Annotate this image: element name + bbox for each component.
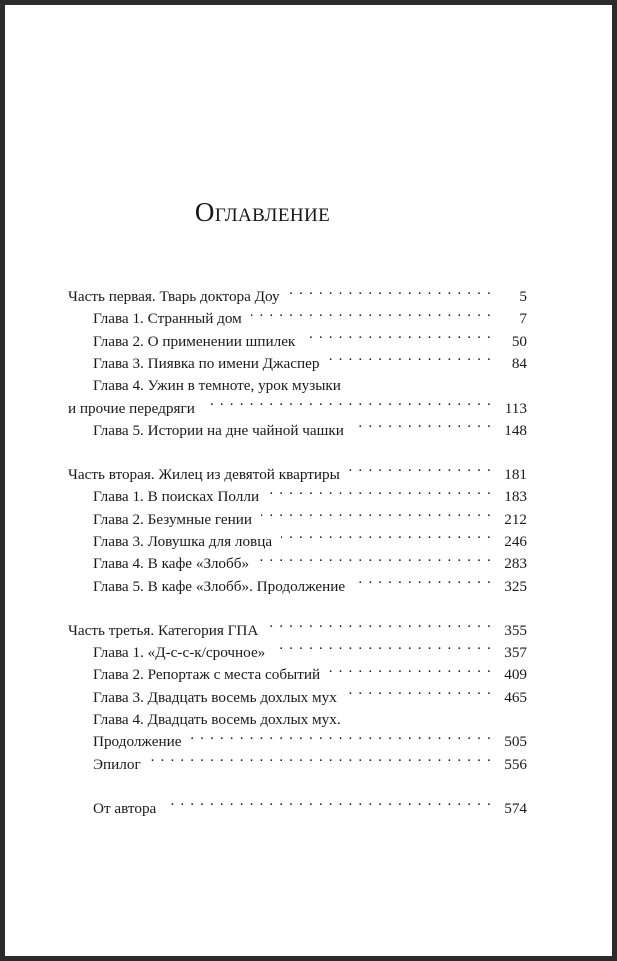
toc-entry-page-number: 355	[504, 621, 527, 639]
section-gap	[68, 598, 527, 620]
toc-entry-page-number: 283	[504, 555, 527, 573]
dot-leader	[304, 331, 492, 346]
dot-leader	[150, 753, 492, 768]
toc-entry-label: Глава 2. Безумные гении	[93, 510, 253, 528]
dot-leader	[165, 798, 492, 813]
dot-leader	[354, 575, 492, 590]
dot-leader	[258, 553, 492, 568]
dot-leader	[350, 709, 492, 724]
toc-part-entry[interactable]	[68, 286, 527, 308]
toc-chapter-entry[interactable]	[68, 687, 527, 709]
dot-leader	[281, 531, 492, 546]
toc-entry-page-number: 183	[504, 488, 527, 506]
toc-chapter-entry[interactable]	[68, 709, 527, 731]
toc-entry-page-number: 84	[511, 355, 527, 373]
dot-leader	[289, 286, 492, 301]
book-page	[5, 5, 613, 957]
toc-entry-page-number: 325	[504, 577, 527, 595]
toc-entry-page-number: 465	[504, 688, 527, 706]
toc-chapter-entry[interactable]	[68, 798, 527, 820]
toc-entry-label: и прочие передряги	[68, 399, 195, 417]
toc-chapter-entry[interactable]	[68, 331, 527, 353]
toc-chapter-entry[interactable]	[68, 575, 527, 597]
section-gap	[68, 442, 527, 464]
toc-chapter-entry[interactable]	[68, 486, 527, 508]
toc-chapter-entry[interactable]	[68, 664, 527, 686]
page-title: Оглавление	[194, 197, 331, 227]
toc-chapter-entry[interactable]	[68, 531, 527, 553]
toc-entry-label: Глава 5. Истории на дне чайной чашки	[93, 421, 344, 439]
toc-entry-label: Глава 5. В кафе «Злобб». Продолжение	[93, 577, 346, 595]
toc-entry-label: Часть вторая. Жилец из девятой квартиры	[68, 466, 340, 484]
table-of-contents	[68, 286, 527, 820]
toc-chapter-entry[interactable]	[68, 308, 527, 330]
toc-entry-page-number: 113	[504, 399, 527, 417]
toc-entry-page-number: 574	[504, 799, 527, 817]
toc-entry-label: Глава 4. Ужин в темноте, урок музыки	[93, 377, 341, 395]
toc-entry-label: Часть третья. Категория ГПА	[68, 621, 259, 639]
dot-leader	[329, 664, 492, 679]
dot-leader	[251, 308, 492, 323]
toc-entry-page-number: 181	[504, 466, 527, 484]
toc-entry-label: Глава 1. В поисках Полли	[93, 488, 260, 506]
dot-leader	[204, 397, 492, 412]
toc-part-entry[interactable]	[68, 464, 527, 486]
toc-entry-label: Продолжение	[93, 733, 182, 751]
toc-entry-page-number: 409	[504, 666, 527, 684]
toc-entry-label: Глава 3. Ловушка для ловца	[93, 533, 273, 550]
toc-entry-page-number: 50	[511, 332, 527, 350]
dot-leader	[353, 420, 492, 435]
toc-entry-page-number: 357	[504, 644, 527, 662]
toc-chapter-entry[interactable]	[68, 353, 527, 375]
dot-leader	[190, 731, 492, 746]
toc-chapter-entry[interactable]	[68, 753, 527, 775]
toc-entry-page-number: 505	[504, 733, 527, 751]
dot-leader	[328, 353, 492, 368]
toc-chapter-entry[interactable]	[68, 420, 527, 442]
dot-leader	[267, 620, 492, 635]
toc-entry-page-number: 212	[504, 510, 527, 528]
toc-entry-page-number: 556	[504, 755, 527, 773]
dot-leader	[261, 509, 492, 524]
dot-leader	[274, 642, 492, 657]
toc-entry-label: Глава 3. Пиявка по имени Джаспер	[93, 355, 320, 373]
toc-entry-label: Глава 3. Двадцать восемь дохлых мух	[93, 688, 337, 706]
dot-leader	[349, 464, 492, 479]
toc-entry-label: Эпилог	[93, 755, 141, 773]
toc-entry-label: Часть первая. Тварь доктора Доу	[68, 288, 280, 306]
toc-part-entry[interactable]	[68, 620, 527, 642]
toc-entry-page-number: 148	[504, 421, 527, 439]
toc-chapter-entry[interactable]	[68, 731, 527, 753]
toc-entry-page-number: 5	[519, 288, 527, 306]
toc-chapter-entry[interactable]	[68, 553, 527, 575]
dot-leader	[350, 375, 492, 390]
toc-entry-label: Глава 4. В кафе «Злобб»	[93, 555, 250, 573]
toc-entry-label: От автора	[93, 799, 157, 817]
toc-entry-label: Глава 2. Репортаж с места событий	[93, 666, 321, 684]
toc-entry-page-number: 7	[519, 310, 527, 328]
dot-leader	[346, 687, 492, 702]
section-gap	[68, 776, 527, 798]
toc-entry-label: Глава 4. Двадцать восемь дохлых мух.	[93, 710, 341, 728]
toc-chapter-entry[interactable]	[68, 375, 527, 397]
toc-entry-continuation[interactable]	[68, 397, 527, 419]
toc-chapter-entry[interactable]	[68, 509, 527, 531]
toc-entry-label: Глава 2. О применении шпилек	[93, 332, 296, 350]
toc-entry-label: Глава 1. Странный дом	[93, 310, 242, 328]
toc-entry-page-number: 246	[504, 533, 527, 550]
dot-leader	[268, 486, 492, 501]
toc-entry-label: Глава 1. «Д-с-с-к/срочное»	[93, 644, 266, 662]
toc-chapter-entry[interactable]	[68, 642, 527, 664]
